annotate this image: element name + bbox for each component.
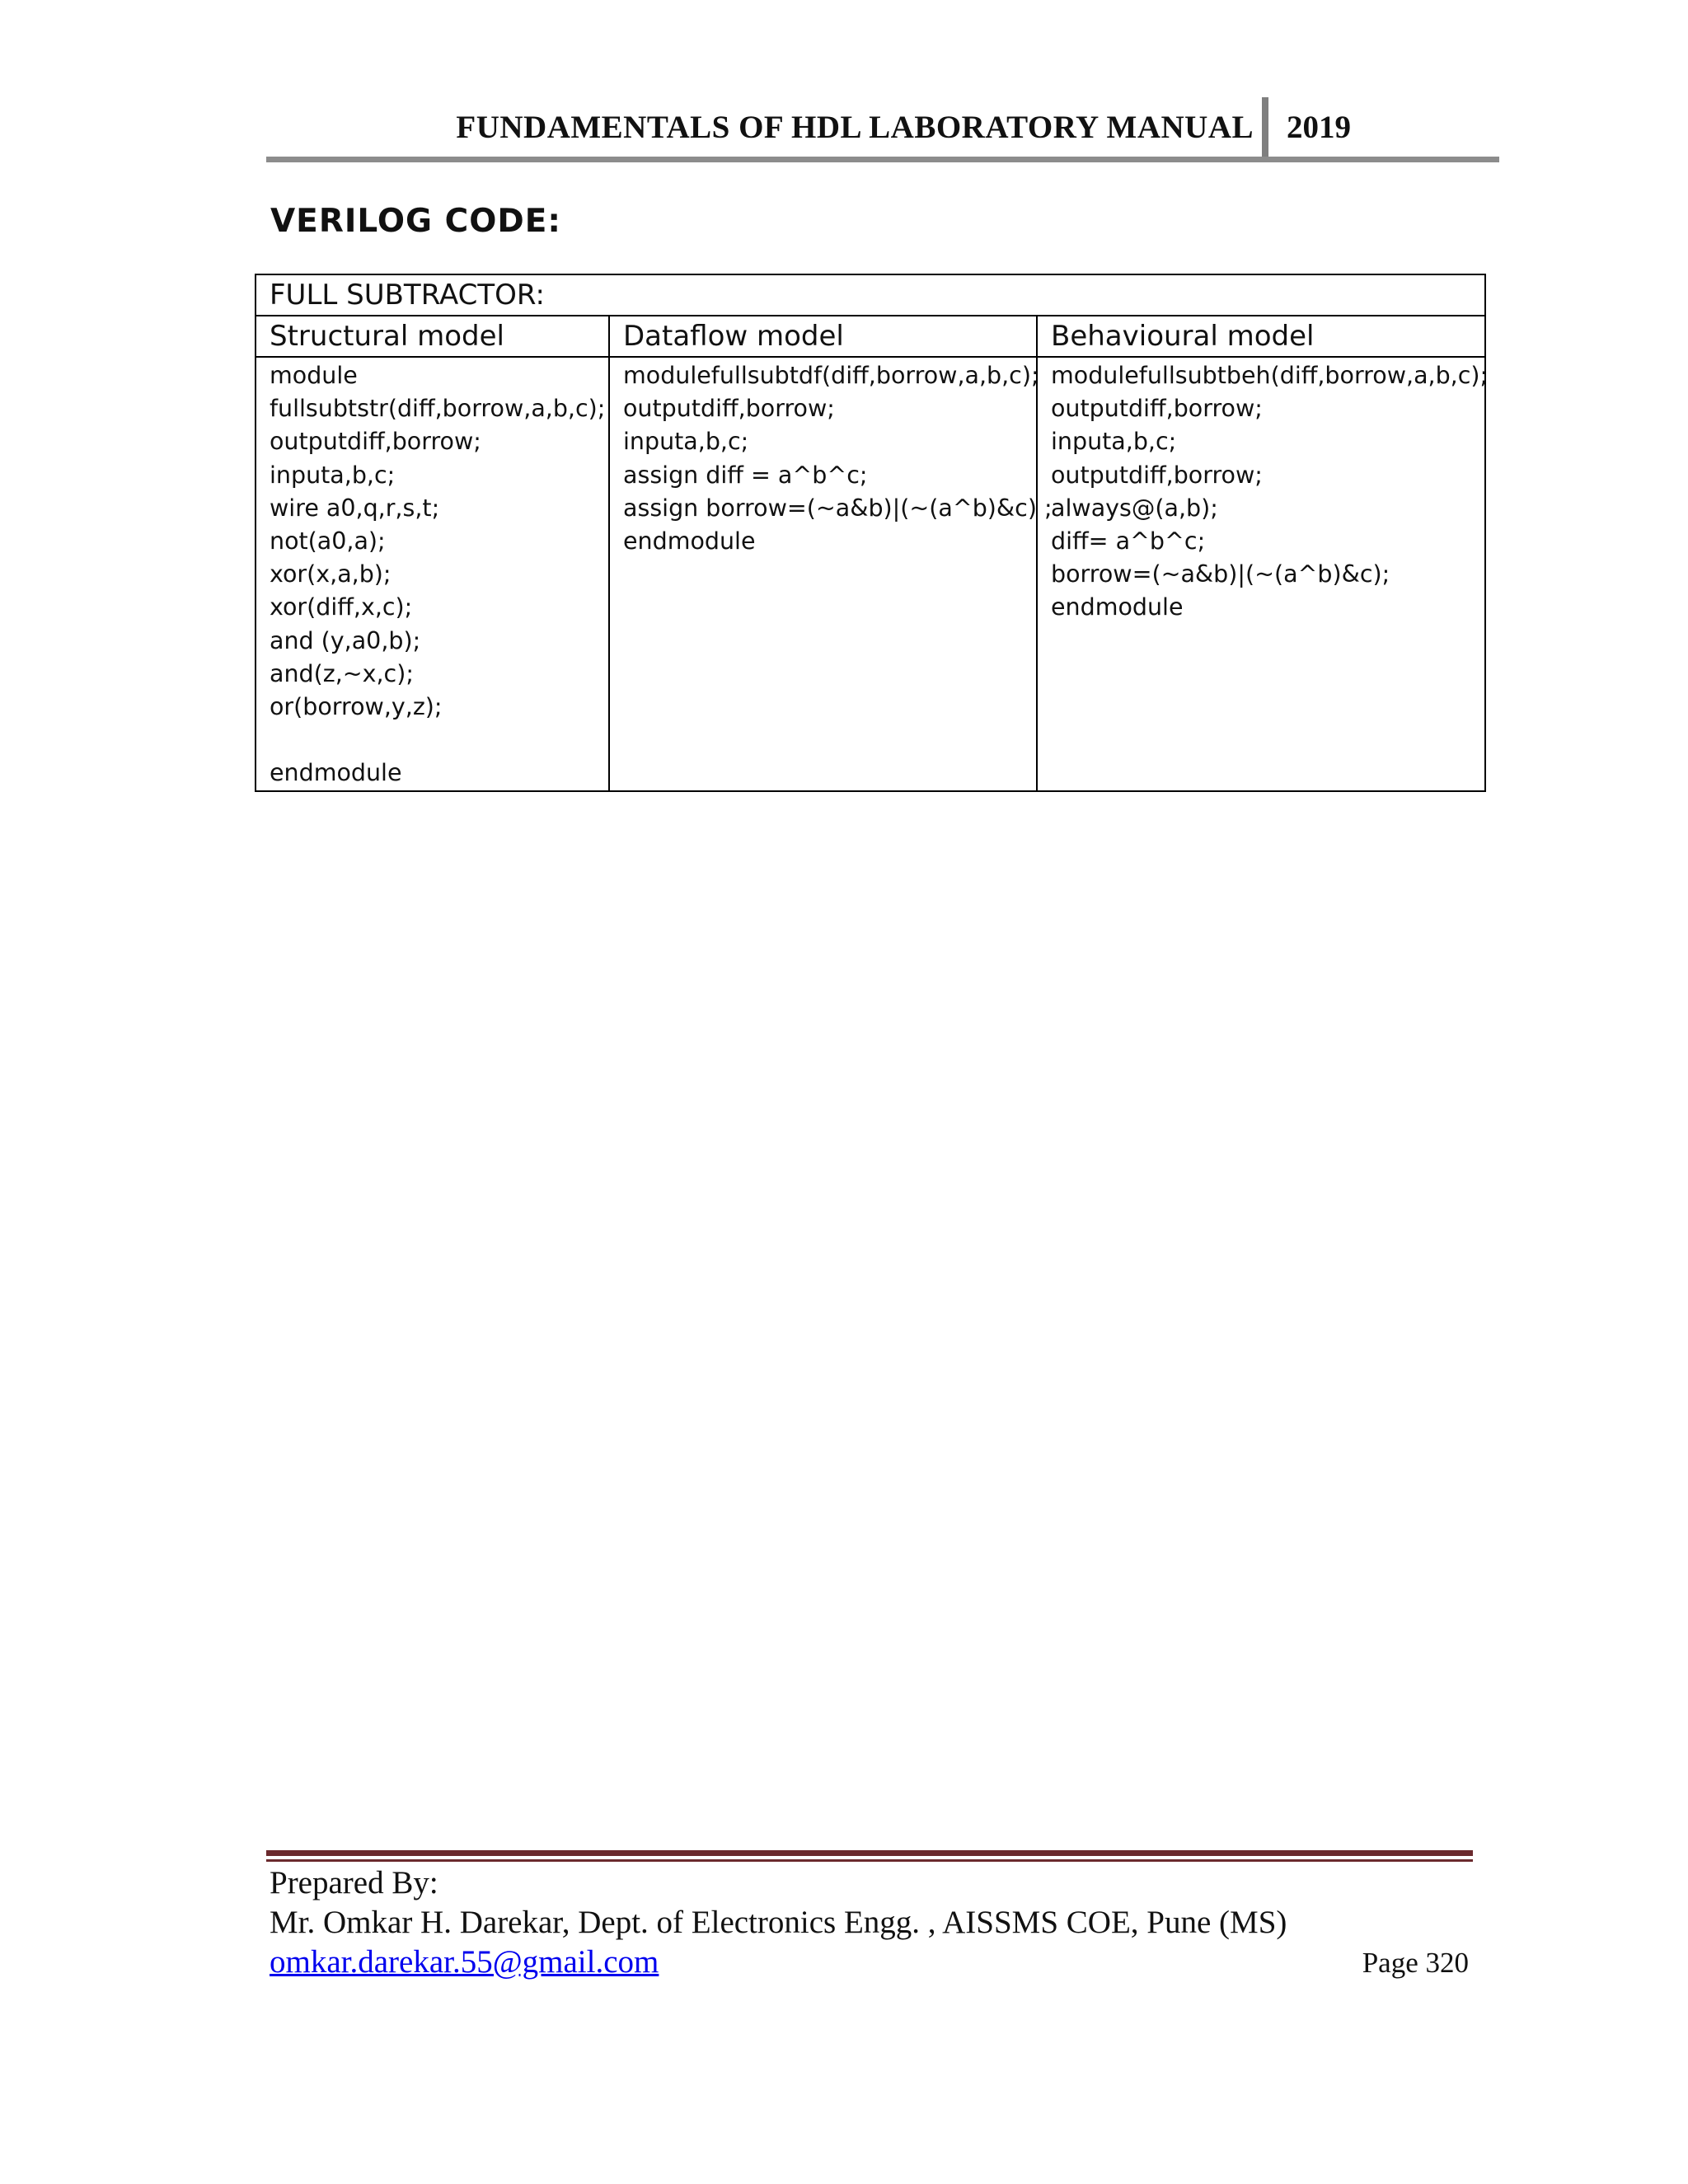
code-line: wire a0,q,r,s,t; bbox=[270, 494, 440, 522]
code-line: inputa,b,c; bbox=[1051, 428, 1177, 456]
column-heading-dataflow: Dataflow model bbox=[609, 316, 1037, 357]
code-line: not(a0,a); bbox=[270, 527, 386, 555]
code-line: diff= a^b^c; bbox=[1051, 527, 1206, 555]
code-line: and (y,a0,b); bbox=[270, 626, 421, 654]
code-line: endmodule bbox=[1051, 593, 1184, 621]
code-line bbox=[270, 724, 595, 757]
table-title: FULL SUBTRACTOR: bbox=[256, 274, 1485, 316]
verilog-code-table bbox=[255, 274, 1489, 792]
dataflow-code-cell bbox=[609, 357, 1053, 791]
code-line: inputa,b,c; bbox=[623, 428, 749, 456]
code-line: xor(x,a,b); bbox=[270, 560, 392, 588]
footer-rule-thin bbox=[266, 1859, 1473, 1862]
code-line: and(z,~x,c); bbox=[270, 659, 414, 687]
code-line: outputdiff,borrow; bbox=[270, 428, 481, 456]
prepared-by-label: Prepared By: bbox=[270, 1865, 438, 1900]
code-line: outputdiff,borrow; bbox=[1051, 461, 1263, 489]
code-line: xor(diff,x,c); bbox=[270, 593, 413, 621]
page-number: Page 320 bbox=[1362, 1947, 1469, 1979]
code-line: outputdiff,borrow; bbox=[1051, 395, 1263, 423]
code-line: endmodule bbox=[270, 759, 402, 787]
manual-title: FUNDAMENTALS OF HDL LABORATORY MANUAL bbox=[456, 110, 1254, 145]
code-line: endmodule bbox=[623, 527, 756, 555]
header-rule bbox=[266, 157, 1499, 162]
code-line: modulefullsubtdf(diff,borrow,a,b,c); bbox=[623, 362, 1039, 389]
code-line: modulefullsubtbeh(diff,borrow,a,b,c); bbox=[1051, 362, 1489, 389]
code-line: always@(a,b); bbox=[1051, 494, 1218, 522]
column-heading-structural: Structural model bbox=[256, 316, 609, 357]
code-line: assign borrow=(~a&b)|(~(a^b)&c) ; bbox=[623, 494, 1053, 522]
header-divider bbox=[1262, 97, 1268, 158]
author-email-link[interactable]: omkar.darekar.55@gmail.com bbox=[270, 1944, 659, 1980]
section-heading: VERILOG CODE: bbox=[270, 203, 561, 240]
code-line: or(borrow,y,z); bbox=[270, 693, 443, 721]
author-line: Mr. Omkar H. Darekar, Dept. of Electronics Engg. , AISSMS COE, Pune (MS) bbox=[270, 1905, 1287, 1940]
code-line: fullsubtstr(diff,borrow,a,b,c); bbox=[270, 395, 606, 423]
behavioural-code-cell bbox=[1037, 357, 1489, 791]
manual-year: 2019 bbox=[1287, 110, 1351, 145]
code-line: outputdiff,borrow; bbox=[623, 395, 835, 423]
page-header bbox=[266, 97, 1499, 163]
code-line: module bbox=[270, 362, 358, 389]
structural-code-cell bbox=[256, 357, 609, 791]
code-line: assign diff = a^b^c; bbox=[623, 461, 868, 489]
code-line: borrow=(~a&b)|(~(a^b)&c); bbox=[1051, 560, 1390, 588]
code-line: inputa,b,c; bbox=[270, 461, 396, 489]
footer-rule bbox=[266, 1850, 1473, 1856]
column-heading-behavioural: Behavioural model bbox=[1037, 316, 1485, 357]
